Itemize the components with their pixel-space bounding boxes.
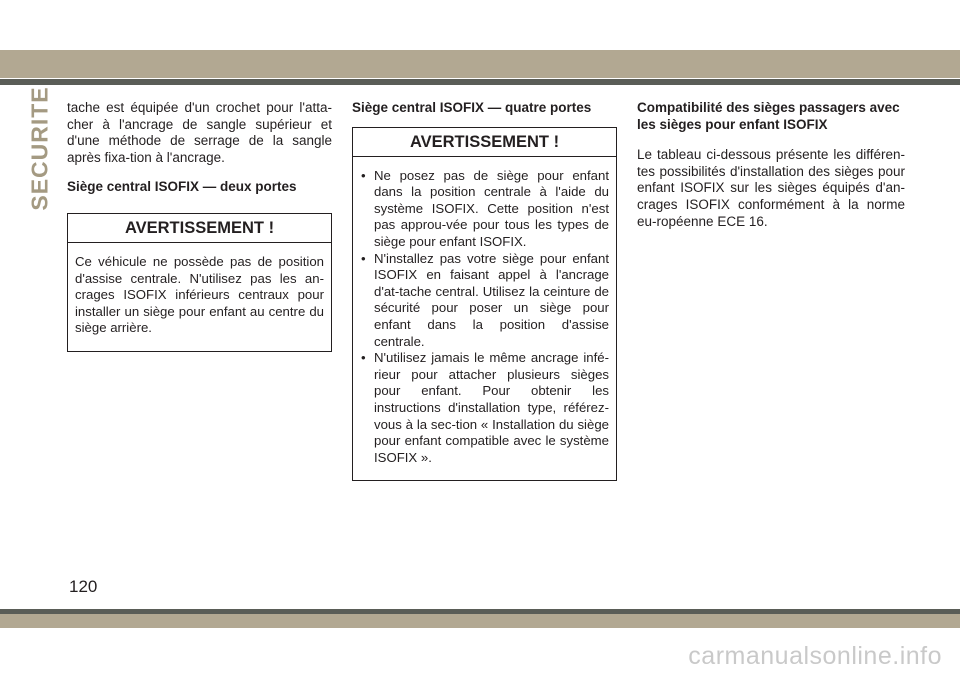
page-number: 120 (69, 577, 98, 596)
warning-title: AVERTISSEMENT ! (68, 214, 331, 243)
heading-four-door: Siège central ISOFIX — quatre portes (352, 100, 592, 115)
footer-band (0, 614, 960, 628)
column-1 (67, 100, 332, 352)
warning-list (353, 157, 616, 481)
warning-box-two-door (67, 213, 332, 352)
warning-bullet: • N'utilisez jamais le même ancrage infé-rieur pour attacher plusieurs sièges pour enfant. Pour obtenir les instructions d'installation type, référez-vous à la sec-tion « Installation du siège pour enfant compatible avec le système ISOFIX ». (360, 350, 609, 466)
warning-title: AVERTISSEMENT ! (353, 128, 616, 157)
heading-two-door: Siège central ISOFIX — deux portes (67, 179, 297, 195)
header-rule (0, 79, 960, 85)
heading-compatibility: Compatibilité des sièges passagers avec les sièges pour enfant ISOFIX (637, 100, 900, 132)
header-band (0, 50, 960, 78)
section-tab-label: SECURITE (26, 85, 53, 211)
intro-paragraph: tache est équipée d'un crochet pour l'atta-cher à l'ancrage de sangle supérieur et d'une méthode de serrage de la sangle après fixa-tion à l'ancrage. (67, 100, 332, 165)
section-tab (26, 85, 53, 211)
warning-box-four-door (352, 127, 617, 482)
column-3 (637, 100, 905, 230)
warning-text (68, 243, 331, 351)
column-2 (352, 100, 617, 481)
warning-bullet: • N'installez pas votre siège pour enfant ISOFIX en faisant appel à l'ancrage d'at-tache central. Utilisez la ceinture de sécurité pour poser un siège pour enfant dans la position d'assise centrale. (360, 251, 609, 351)
compatibility-paragraph: Le tableau ci-dessous présente les différen-tes possibilités d'installation des sièges pour enfant ISOFIX sur les sièges équipés d'an-crages ISOFIX conformément à la norme eu-ropéenne ECE 16. (637, 147, 905, 229)
warning-paragraph: Ce véhicule ne possède pas de position d'assise centrale. N'utilisez pas les an-crages ISOFIX inférieurs centraux pour installer un siège pour enfant au centre du siège arrière. (75, 253, 324, 336)
watermark: carmanualsonline.info (688, 642, 942, 670)
warning-bullet: • Ne posez pas de siège pour enfant dans la position centrale à l'aide du système ISOFIX. Cette position n'est pas approu-vée pour tous les types de siège pour enfant ISOFIX. (360, 168, 609, 251)
